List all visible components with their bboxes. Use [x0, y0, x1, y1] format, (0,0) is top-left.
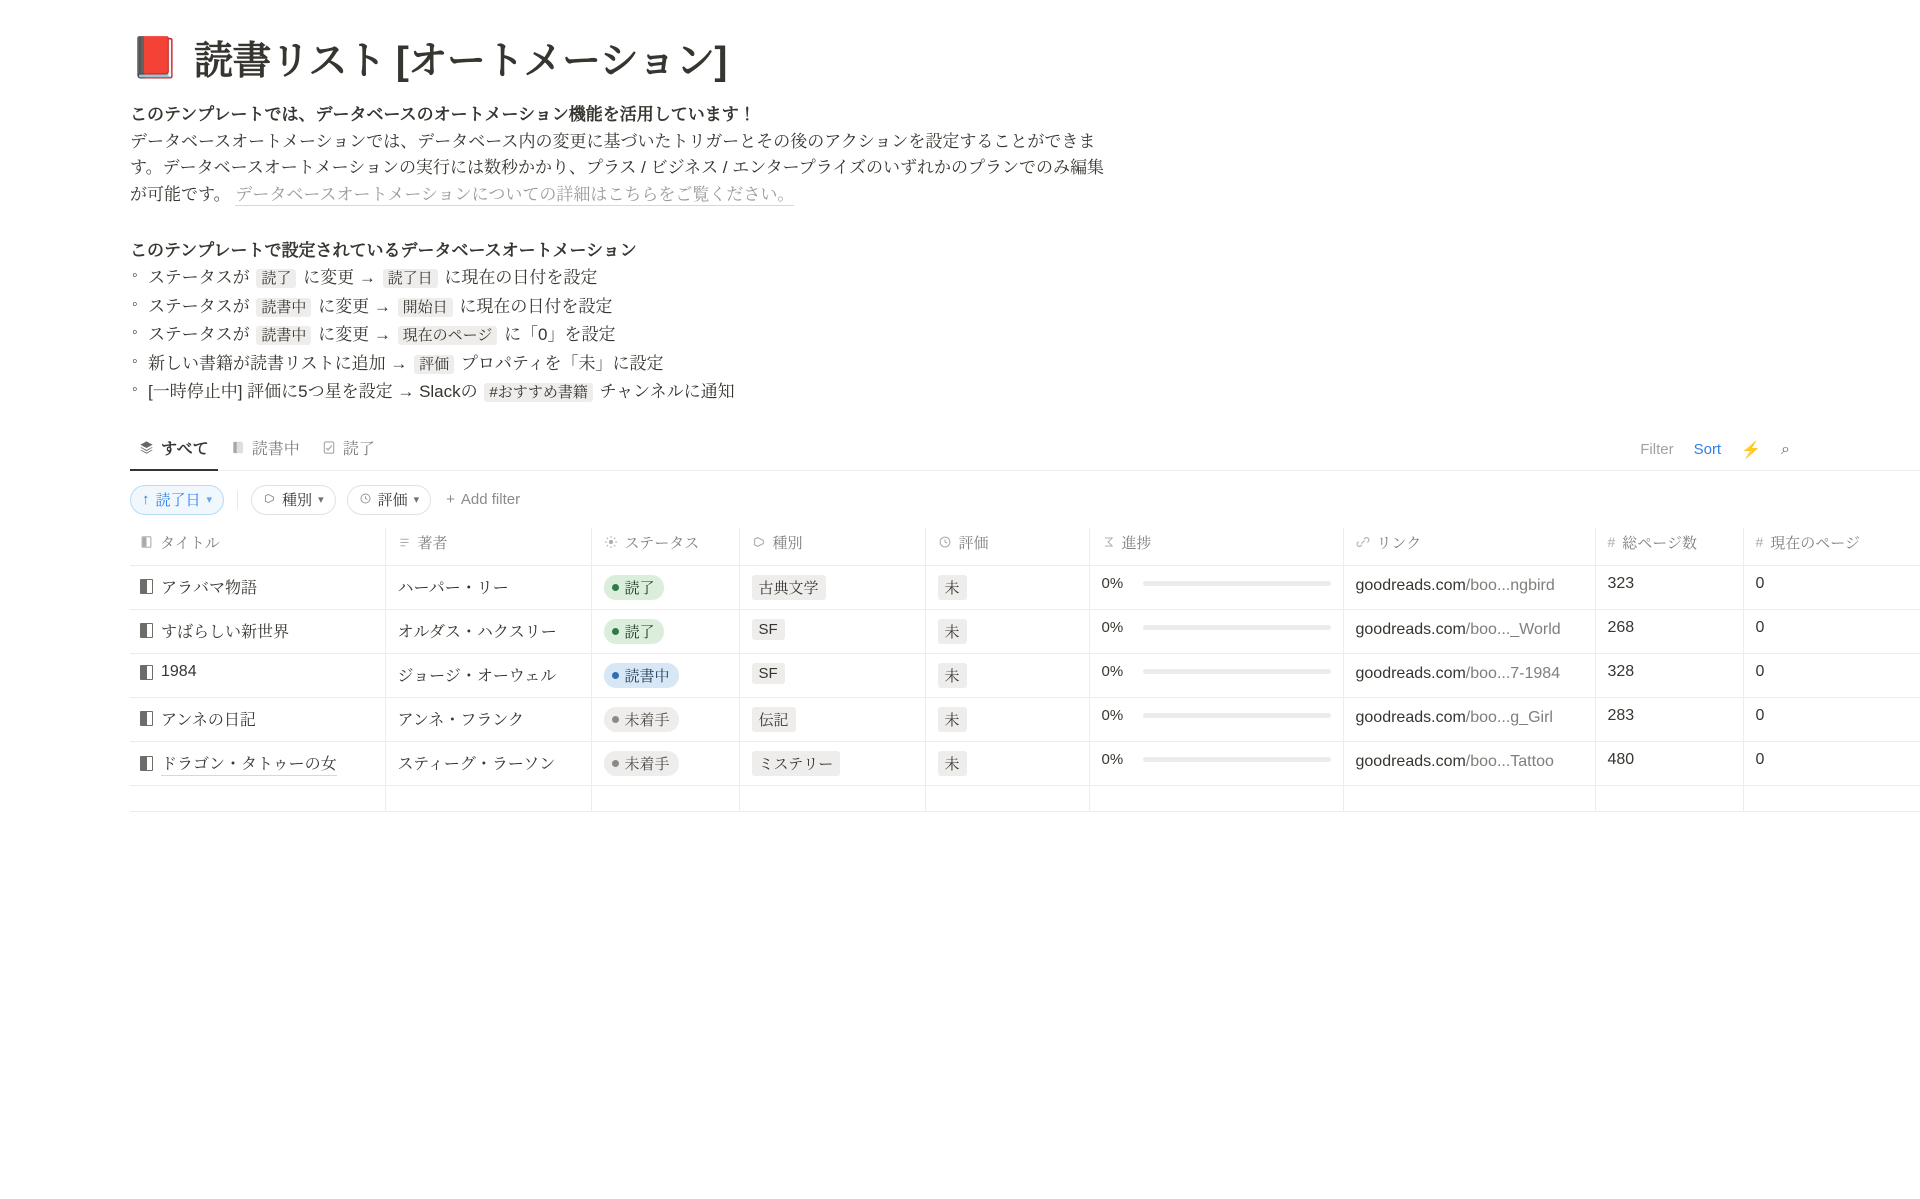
column-label: 著者 [417, 534, 448, 552]
multi-select-icon [752, 535, 766, 549]
intro-text: データベースオートメーションでは、データベース内の変更に基づいたトリガーとその後のアクションを設定することができます。データベースオートメーションの実行には数秒かかり、プラス / ビジネス / エンタープライズのいずれかのプランでのみ編集が可能です。 [130, 132, 1105, 204]
row-title-text: 1984 [161, 663, 197, 681]
status-label: 読了 [624, 624, 655, 642]
cell-rating[interactable] [925, 610, 1089, 654]
column-header-total-pages[interactable] [1595, 528, 1743, 566]
column-header-title[interactable] [130, 528, 385, 566]
progress-bar [1143, 625, 1331, 630]
rating-tag: 未 [938, 707, 967, 732]
table-row[interactable] [130, 698, 1920, 742]
cell-progress[interactable] [1089, 566, 1343, 610]
automation-chip-status: 読書中 [256, 326, 311, 345]
tab-all[interactable] [130, 429, 218, 470]
automation-chip-channel: #おすすめ書籍 [484, 383, 593, 402]
page-icon [140, 623, 153, 638]
automation-pre: ステータスが [148, 296, 250, 316]
cell-total-pages[interactable]: 323 [1595, 566, 1743, 610]
page-icon [140, 579, 153, 594]
cell-title[interactable] [130, 742, 385, 786]
column-label: 進捗 [1121, 534, 1152, 552]
sort-button[interactable]: Sort [1693, 441, 1722, 459]
column-label: 評価 [958, 534, 989, 552]
automation-pre: ステータスが [148, 325, 250, 345]
link-domain: goodreads.com [1355, 577, 1466, 595]
progress-value: 0% [1101, 751, 1124, 769]
tab-label: 読書中 [251, 440, 300, 458]
cell-progress[interactable] [1089, 698, 1343, 742]
status-label: 読書中 [624, 668, 670, 686]
row-title-text: ドラゴン・タトゥーの女 [161, 751, 337, 776]
link-path: /boo...Tattoo [1465, 753, 1554, 771]
table-empty-row [130, 786, 1920, 812]
link-path: /boo..._World [1465, 621, 1561, 639]
multi-select-icon [263, 492, 276, 508]
automation-chip-property: 現在のページ [398, 326, 498, 345]
row-title-text: アラバマ物語 [161, 580, 258, 598]
column-label: 現在のページ [1770, 534, 1860, 552]
table-row[interactable] [130, 654, 1920, 698]
sort-pill-read-date[interactable] [130, 485, 224, 515]
status-badge [604, 707, 679, 732]
cell-current-page[interactable]: 0 [1743, 654, 1920, 698]
cell-status[interactable] [591, 610, 739, 654]
link-domain: goodreads.com [1355, 665, 1466, 683]
cell-link[interactable] [1343, 698, 1595, 742]
chevron-down-icon: ▾ [413, 494, 420, 507]
table-row[interactable] [130, 566, 1920, 610]
progress-bar [1143, 581, 1331, 586]
book-emoji-icon: 📕 [130, 36, 180, 80]
column-header-rating[interactable] [925, 528, 1089, 566]
automation-post: プロパティを「未」に設定 [460, 353, 664, 373]
automation-bolt-icon[interactable]: ⚡ [1741, 441, 1762, 459]
link-icon [1356, 535, 1370, 549]
list-item [130, 293, 1920, 322]
database-table [130, 528, 1920, 813]
cell-rating[interactable] [925, 698, 1089, 742]
status-label: 読了 [624, 580, 655, 598]
automation-mid: に変更 → [318, 296, 391, 316]
column-header-genre[interactable] [739, 528, 925, 566]
cell-genre[interactable] [739, 654, 925, 698]
rating-tag: 未 [938, 751, 967, 776]
automation-chip-status: 読書中 [256, 298, 311, 317]
progress-value: 0% [1101, 707, 1124, 725]
cell-genre[interactable] [739, 742, 925, 786]
automation-post: チャンネルに通知 [599, 382, 735, 402]
status-dot-icon [612, 716, 619, 723]
cell-total-pages[interactable]: 328 [1595, 654, 1743, 698]
status-badge [604, 663, 679, 688]
progress-bar [1143, 713, 1331, 718]
page-title: 読書リスト [オートメーション] [193, 40, 727, 83]
table-row[interactable] [130, 610, 1920, 654]
cell-title[interactable] [130, 566, 385, 610]
cell-link[interactable] [1343, 610, 1595, 654]
automation-post: に「0」を設定 [504, 325, 616, 345]
link-path: /boo...7-1984 [1465, 665, 1561, 683]
cell-progress[interactable] [1089, 654, 1343, 698]
automation-mid: に変更 → [303, 268, 376, 288]
automation-chip-property: 読了日 [383, 269, 438, 288]
automation-section-heading: このテンプレートで設定されているデータベースオートメーション [130, 241, 637, 261]
filter-pill-rating[interactable] [347, 485, 432, 515]
cell-genre[interactable] [739, 566, 925, 610]
cell-current-page[interactable]: 0 [1743, 698, 1920, 742]
table-body [130, 566, 1920, 812]
page-header [130, 30, 1920, 86]
page-icon [140, 756, 153, 771]
cell-title[interactable] [130, 610, 385, 654]
automation-chip-property: 開始日 [398, 298, 453, 317]
automation-pre: ステータスが [148, 268, 250, 288]
cell-link[interactable] [1343, 742, 1595, 786]
done-book-icon [322, 440, 336, 455]
intro-paragraph [130, 129, 1120, 208]
filter-button[interactable]: Filter [1640, 441, 1674, 459]
cell-status[interactable] [591, 698, 739, 742]
pill-label: 読了日 [155, 492, 201, 510]
status-icon [604, 535, 618, 549]
text-icon [398, 536, 411, 549]
automation-mid: に変更 → [318, 325, 391, 345]
database-block [130, 429, 1920, 813]
progress-bar [1143, 757, 1331, 762]
cell-genre[interactable] [739, 610, 925, 654]
status-badge [604, 751, 679, 776]
cell-progress[interactable] [1089, 742, 1343, 786]
table-row[interactable] [130, 742, 1920, 786]
tab-label: 読了 [342, 440, 375, 458]
cell-author[interactable]: ハーパー・リー [385, 566, 591, 610]
status-dot-icon [612, 760, 619, 767]
cell-author[interactable]: オルダス・ハクスリー [385, 610, 591, 654]
cell-status[interactable] [591, 742, 739, 786]
progress-bar [1143, 669, 1331, 674]
status-dot-icon [612, 672, 619, 679]
cell-link[interactable] [1343, 654, 1595, 698]
status-badge [604, 619, 664, 644]
genre-tag: SF [752, 619, 785, 640]
formula-icon [1102, 535, 1115, 549]
sort-arrow-icon: ↑ [142, 491, 150, 509]
genre-tag: 古典文学 [752, 575, 826, 600]
cell-progress[interactable] [1089, 610, 1343, 654]
tab-done[interactable] [313, 429, 384, 470]
automation-chip-property: 評価 [414, 355, 454, 374]
cell-current-page[interactable]: 0 [1743, 610, 1920, 654]
column-label: リンク [1376, 534, 1422, 552]
cell-rating[interactable] [925, 742, 1089, 786]
column-header-progress[interactable] [1089, 528, 1343, 566]
genre-tag: ミステリー [752, 751, 841, 776]
cell-rating[interactable] [925, 566, 1089, 610]
filter-pill-genre[interactable] [251, 485, 336, 515]
cell-rating[interactable] [925, 654, 1089, 698]
link-domain: goodreads.com [1355, 709, 1466, 727]
cell-link[interactable] [1343, 566, 1595, 610]
column-header-author[interactable] [385, 528, 591, 566]
status-label: 未着手 [624, 756, 670, 774]
link-path: /boo...ngbird [1465, 577, 1555, 595]
list-item [130, 350, 1920, 379]
link-domain: goodreads.com [1355, 621, 1466, 639]
automation-post: に現在の日付を設定 [444, 268, 598, 288]
status-label: 未着手 [624, 712, 670, 730]
search-icon[interactable]: ⌕ [1781, 440, 1790, 458]
filter-pills [130, 471, 1920, 528]
link-domain: goodreads.com [1355, 753, 1466, 771]
rating-tag: 未 [938, 575, 967, 600]
column-header-link[interactable] [1343, 528, 1595, 566]
cell-status[interactable] [591, 654, 739, 698]
progress-value: 0% [1101, 663, 1124, 681]
page-icon [140, 665, 153, 680]
automation-list [130, 264, 1920, 407]
database-views-bar [130, 429, 1920, 471]
automation-pre: [一時停止中] 評価に5つ星を設定 → Slackの [148, 382, 478, 402]
add-filter-button[interactable] [442, 486, 524, 513]
chevron-down-icon: ▾ [206, 494, 213, 507]
column-label: タイトル [160, 534, 220, 552]
book-icon [231, 440, 245, 455]
cell-total-pages[interactable]: 283 [1595, 698, 1743, 742]
rating-tag: 未 [938, 663, 967, 688]
page-icon [140, 711, 153, 726]
pill-label: 評価 [377, 492, 408, 510]
list-item [130, 264, 1920, 293]
page-icon [140, 535, 153, 549]
column-label: 種別 [772, 534, 803, 552]
column-header-status[interactable] [591, 528, 739, 566]
chevron-down-icon: ▾ [318, 494, 324, 507]
select-icon [938, 535, 952, 549]
pill-label: 種別 [282, 492, 313, 510]
progress-value: 0% [1101, 575, 1124, 593]
cell-total-pages[interactable]: 268 [1595, 610, 1743, 654]
column-label: 総ページ数 [1622, 534, 1697, 552]
list-item [130, 378, 1920, 407]
select-icon [359, 492, 372, 508]
link-path: /boo...g_Girl [1465, 709, 1553, 727]
genre-tag: 伝記 [752, 707, 796, 732]
cell-author[interactable]: スティーグ・ラーソン [385, 742, 591, 786]
cell-author[interactable]: ジョージ・オーウェル [385, 654, 591, 698]
view-tabs [130, 429, 384, 470]
intro-heading: このテンプレートでは、データベースのオートメーション機能を活用しています！ [130, 105, 756, 124]
cell-title[interactable] [130, 698, 385, 742]
add-filter-label: Add filter [460, 491, 521, 509]
cell-current-page[interactable]: 0 [1743, 742, 1920, 786]
column-label: ステータス [624, 534, 700, 552]
tab-label: すべて [161, 440, 209, 458]
status-dot-icon [612, 584, 619, 591]
cell-genre[interactable] [739, 698, 925, 742]
rating-tag: 未 [938, 619, 967, 644]
layers-icon [139, 440, 154, 455]
status-badge [604, 575, 664, 600]
automation-post: に現在の日付を設定 [459, 296, 613, 316]
cell-total-pages[interactable]: 480 [1595, 742, 1743, 786]
automation-chip-status: 読了 [256, 269, 296, 288]
learn-more-link[interactable]: データベースオートメーションについての詳細はこちらをご覧ください。 [235, 184, 795, 204]
tab-reading[interactable] [222, 429, 309, 470]
list-item [130, 321, 1920, 350]
number-icon: # [1755, 534, 1764, 551]
status-dot-icon [612, 628, 619, 635]
row-title-text: アンネの日記 [161, 712, 256, 730]
plus-icon: + [446, 491, 455, 509]
view-actions [1640, 440, 1790, 470]
cell-current-page[interactable]: 0 [1743, 566, 1920, 610]
number-icon: # [1607, 534, 1616, 551]
row-title-text: すばらしい新世界 [161, 624, 290, 642]
table-header-row [130, 528, 1920, 566]
cell-author[interactable]: アンネ・フランク [385, 698, 591, 742]
column-header-current-page[interactable] [1743, 528, 1920, 566]
cell-title[interactable] [130, 654, 385, 698]
cell-status[interactable] [591, 566, 739, 610]
automation-pre: 新しい書籍が読書リストに追加 → [148, 353, 408, 373]
genre-tag: SF [752, 663, 785, 684]
divider [237, 491, 238, 509]
progress-value: 0% [1101, 619, 1124, 637]
